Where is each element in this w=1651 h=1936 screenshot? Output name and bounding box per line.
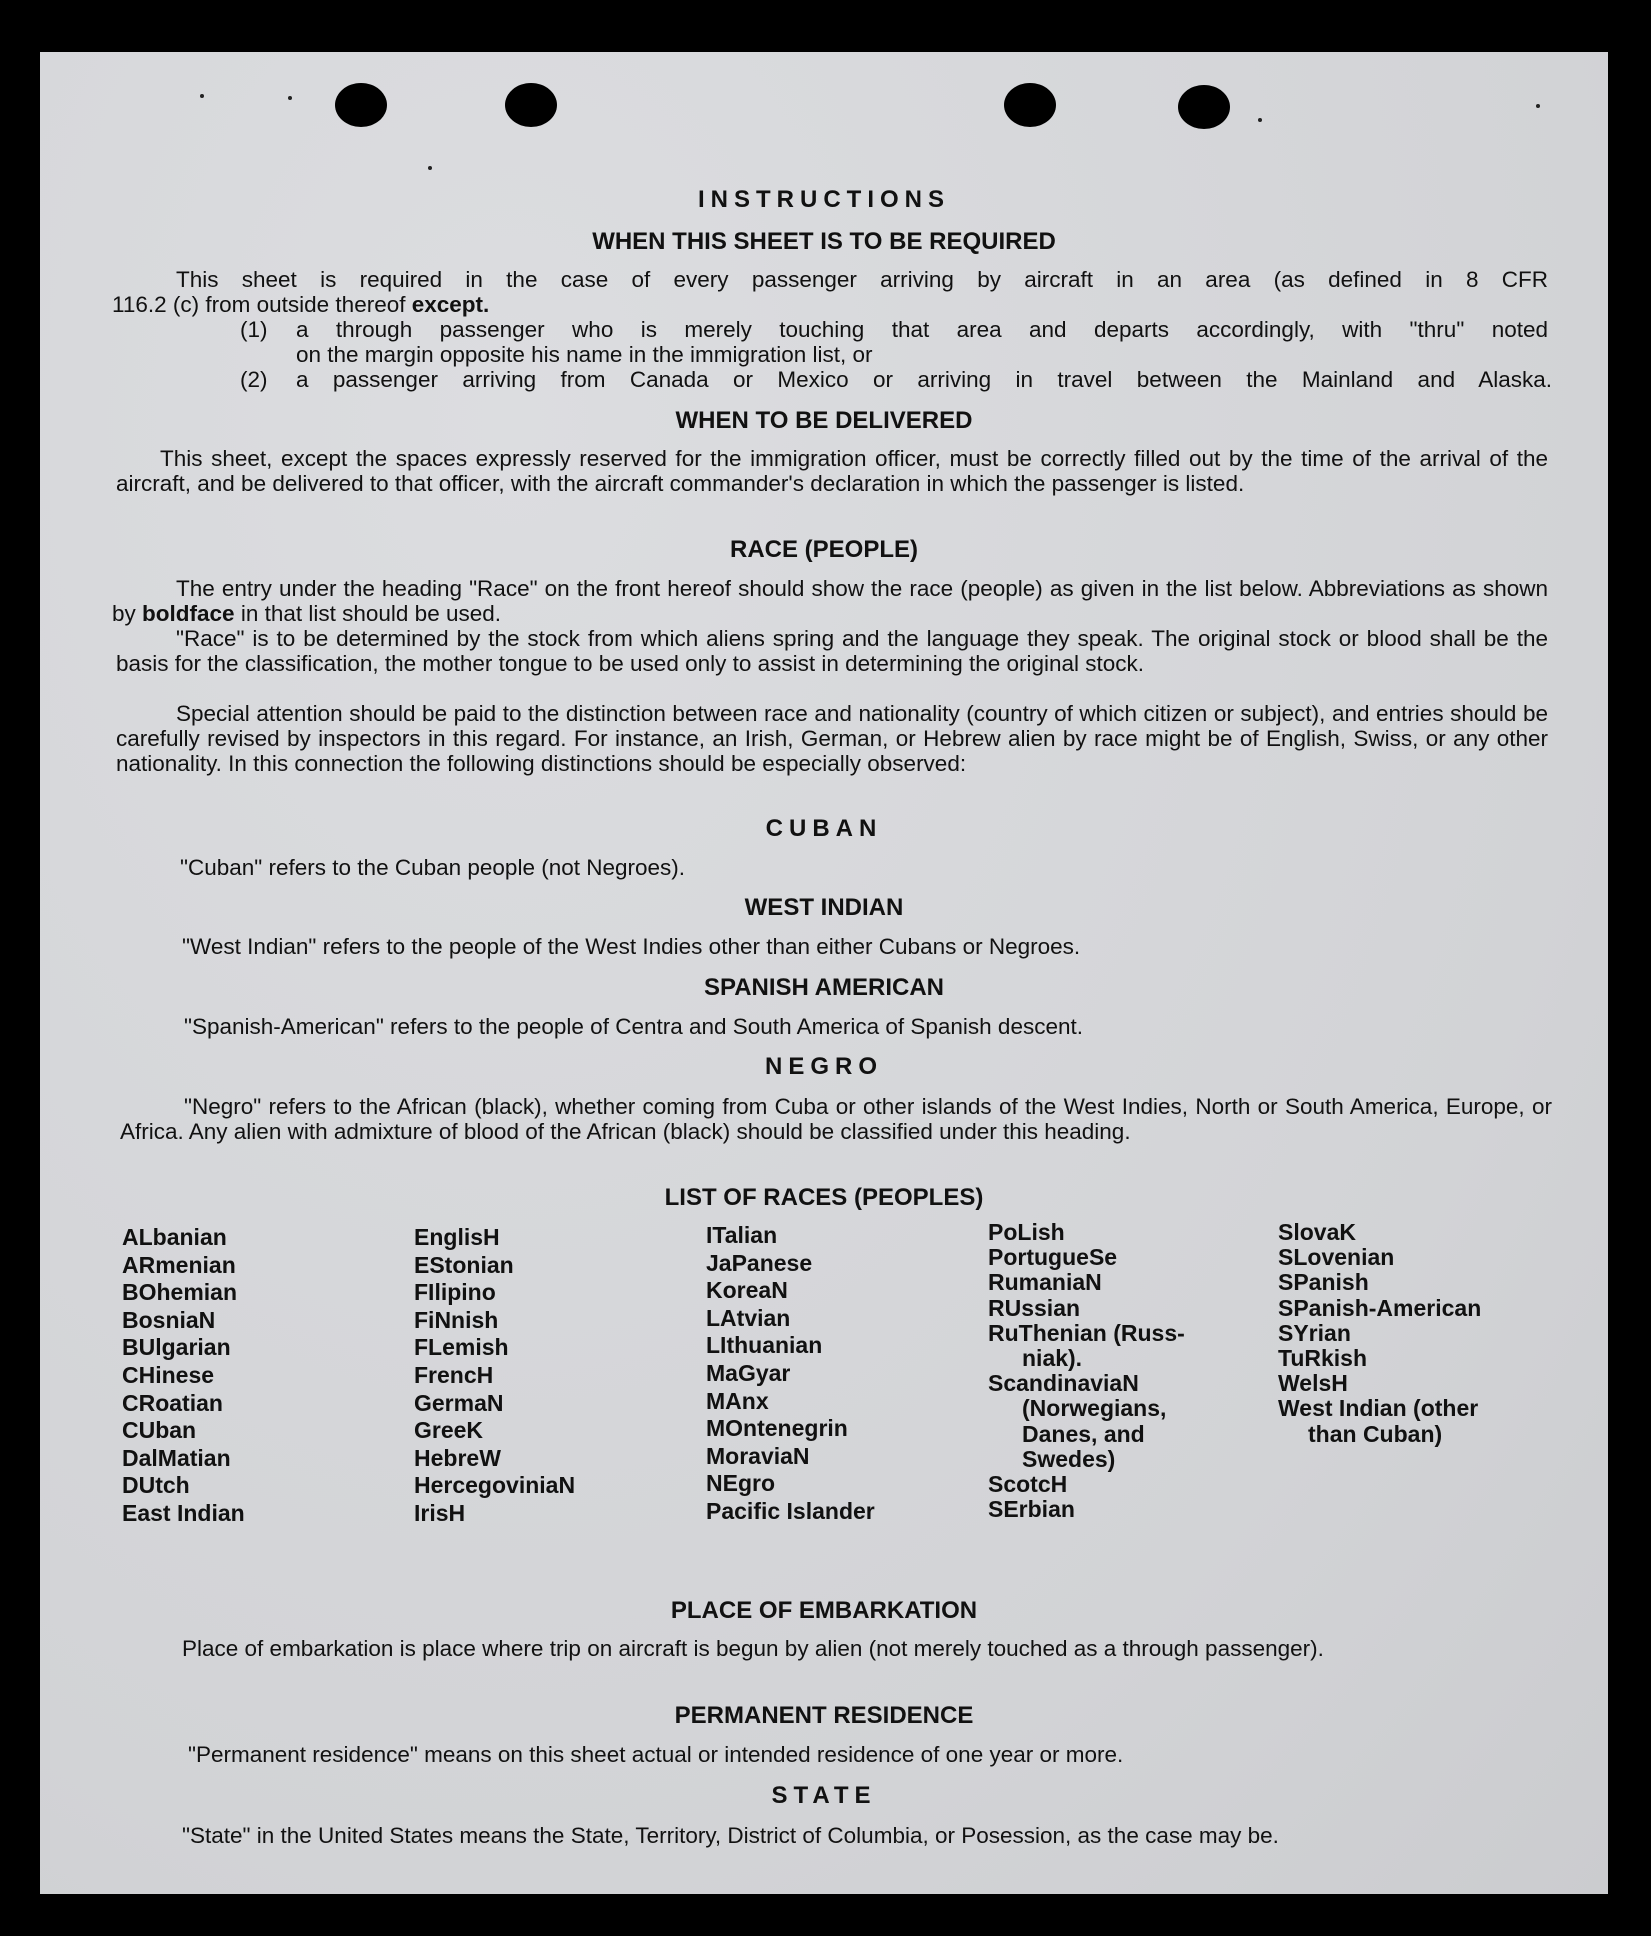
race-entry: WelsH: [1278, 1370, 1348, 1397]
race-entry: ScotcH: [988, 1471, 1068, 1498]
race-entry: FIlipino: [414, 1279, 496, 1306]
heading-cuban: CUBAN: [765, 815, 883, 842]
race-entry: MOntenegrin: [706, 1415, 848, 1442]
race-entry: MaGyar: [706, 1359, 791, 1386]
race-column-1: [122, 1224, 245, 1528]
race-entry: MAnx: [706, 1387, 769, 1414]
heading-negro: NEGRO: [764, 1053, 883, 1080]
race-column-2: [414, 1224, 575, 1528]
heading-residence: PERMANENT RESIDENCE: [674, 1702, 974, 1729]
race-column-5: [1278, 1220, 1481, 1447]
race-entry: EStonian: [414, 1251, 514, 1278]
race-entry: RuThenian (Russ-: [988, 1319, 1185, 1346]
embarkation-para: Place of embarkation is place where trip on aircraft is begun by alien (not merely touched as a through passenger).: [182, 1636, 1324, 1661]
race-entry: (Norwegians,: [1022, 1395, 1167, 1422]
race-para2: "Race" is to be determined by the stock from which aliens spring and the language they speak. The original stock or blood shall be the basis for the classification, the mother tongue to be used only to assist in determining the original stock.: [116, 626, 1548, 676]
race-entry: West Indian (other: [1278, 1395, 1479, 1422]
race-entry: FLemish: [414, 1334, 509, 1361]
cuban-para: "Cuban" refers to the Cuban people (not Negroes).: [180, 855, 686, 880]
race-para1: [112, 576, 1548, 626]
heading-list: LIST OF RACES (PEOPLES): [664, 1184, 984, 1211]
race-entry: CHinese: [122, 1361, 215, 1388]
race-entry: Swedes): [1022, 1445, 1116, 1472]
race-entry: ScandinaviaN: [988, 1370, 1139, 1397]
race-entry: JaPanese: [706, 1249, 813, 1276]
race-entry: LAtvian: [706, 1304, 791, 1331]
race-entry: NEgro: [706, 1470, 775, 1497]
item1-number: (1): [240, 317, 268, 342]
race-para1-bold: boldface: [142, 601, 235, 626]
race-entry: PortugueSe: [988, 1244, 1118, 1271]
page-title: INSTRUCTIONS: [698, 186, 950, 213]
item1-line1: a through passenger who is merely touching that area and departs accordingly, with "thru" noted: [296, 317, 1548, 342]
heading-spanish-american: SPANISH AMERICAN: [703, 974, 944, 1001]
race-entry: EnglisH: [414, 1224, 500, 1250]
race-entry: PoLish: [988, 1219, 1065, 1245]
required-except: except.: [411, 292, 490, 317]
state-para: "State" in the United States means the State, Territory, District of Columbia, or Posession, as the case may be.: [182, 1823, 1279, 1848]
instructions-content: [40, 52, 1608, 1894]
race-entry: RUssian: [988, 1294, 1081, 1321]
race-entry: ARmenian: [122, 1251, 236, 1278]
race-entry: SlovaK: [1278, 1219, 1356, 1245]
required-line2-text: 116.2 (c) from outside thereof: [112, 292, 406, 317]
item2-number: (2): [240, 367, 268, 392]
race-entry: BOhemian: [122, 1279, 238, 1306]
race-entry: SPanish: [1278, 1269, 1369, 1296]
negro-para: "Negro" refers to the African (black), whether coming from Cuba or other islands of the West Indies, North or South America, Europe, or Africa. Any alien with admixture of blood of the African (black) should be classified under this heading.: [120, 1094, 1552, 1144]
race-para1-b: in that list should be used.: [240, 601, 501, 626]
race-entry: ITalian: [706, 1222, 778, 1248]
delivered-para: This sheet, except the spaces expressly reserved for the immigration officer, must be correctly filled out by the time of the arrival of the aircraft, and be delivered to that officer, with the aircraft commander's declaration in which the passenger is listed.: [116, 446, 1548, 496]
race-entry: ALbanian: [122, 1224, 227, 1250]
race-entry: RumaniaN: [988, 1269, 1102, 1296]
race-para3: Special attention should be paid to the distinction between race and nationality (country of which citizen or subject), and entries should be carefully revised by inspectors in this regard. For instance, an Irish, German, or Hebrew alien by race might be of English, Swiss, or any other nationality. In this connection the following distinctions should be especially observed:: [116, 701, 1548, 776]
residence-para: "Permanent residence" means on this sheet actual or intended residence of one year or more.: [188, 1742, 1124, 1767]
race-entry: SYrian: [1278, 1319, 1351, 1346]
race-entry: GermaN: [414, 1389, 504, 1416]
item2-text: a passenger arriving from Canada or Mexico or arriving in travel between the Mainland and Alaska.: [296, 367, 1552, 392]
heading-state: STATE: [771, 1782, 877, 1809]
race-entry: than Cuban): [1308, 1420, 1443, 1447]
race-entry: DalMatian: [122, 1444, 231, 1471]
race-entry: Danes, and: [1022, 1420, 1145, 1447]
race-entry: SLovenian: [1278, 1244, 1395, 1271]
heading-delivered: WHEN TO BE DELIVERED: [675, 407, 973, 434]
heading-required: WHEN THIS SHEET IS TO BE REQUIRED: [592, 228, 1056, 255]
race-entry: GreeK: [414, 1417, 484, 1444]
race-entry: CRoatian: [122, 1389, 223, 1416]
race-entry: TuRkish: [1278, 1345, 1368, 1372]
race-entry: KoreaN: [706, 1277, 788, 1304]
race-para1-a: The entry under the heading "Race" on the front hereof should show the race (people) as given in the list below. Abbreviations as shown by: [112, 576, 1548, 626]
race-entry: BosniaN: [122, 1306, 216, 1333]
race-entry: niak).: [1022, 1345, 1083, 1372]
race-entry: IrisH: [414, 1499, 466, 1526]
race-entry: CUban: [122, 1417, 197, 1444]
race-entry: HebreW: [414, 1444, 501, 1471]
race-entry: FrencH: [414, 1361, 494, 1388]
race-entry: East Indian: [122, 1499, 245, 1526]
race-entry: SPanish-American: [1278, 1294, 1482, 1321]
spanish-american-para: "Spanish-American" refers to the people of Centra and South America of Spanish descent.: [184, 1014, 1083, 1039]
west-indian-para: "West Indian" refers to the people of the West Indies other than either Cubans or Negroes.: [182, 934, 1081, 959]
heading-embarkation: PLACE OF EMBARKATION: [670, 1597, 978, 1624]
race-entry: BUlgarian: [122, 1334, 231, 1361]
item1-line2: on the margin opposite his name in the immigration list, or: [296, 342, 873, 367]
document-sheet: [40, 52, 1608, 1894]
race-entry: MoraviaN: [706, 1442, 810, 1469]
heading-race: RACE (PEOPLE): [729, 536, 918, 563]
heading-west-indian: WEST INDIAN: [744, 894, 904, 921]
required-line2: [112, 292, 812, 317]
required-line1: This sheet is required in the case of every passenger arriving by aircraft in an area (as defined in 8 CFR: [176, 267, 1548, 292]
race-column-4: [988, 1220, 1185, 1522]
race-entry: Pacific Islander: [706, 1497, 875, 1524]
race-entry: FiNnish: [414, 1306, 499, 1333]
race-entry: LIthuanian: [706, 1332, 823, 1359]
race-column-3: [706, 1222, 875, 1526]
race-entry: DUtch: [122, 1472, 190, 1499]
race-entry: HercegoviniaN: [414, 1472, 576, 1499]
race-entry: SErbian: [988, 1496, 1075, 1523]
